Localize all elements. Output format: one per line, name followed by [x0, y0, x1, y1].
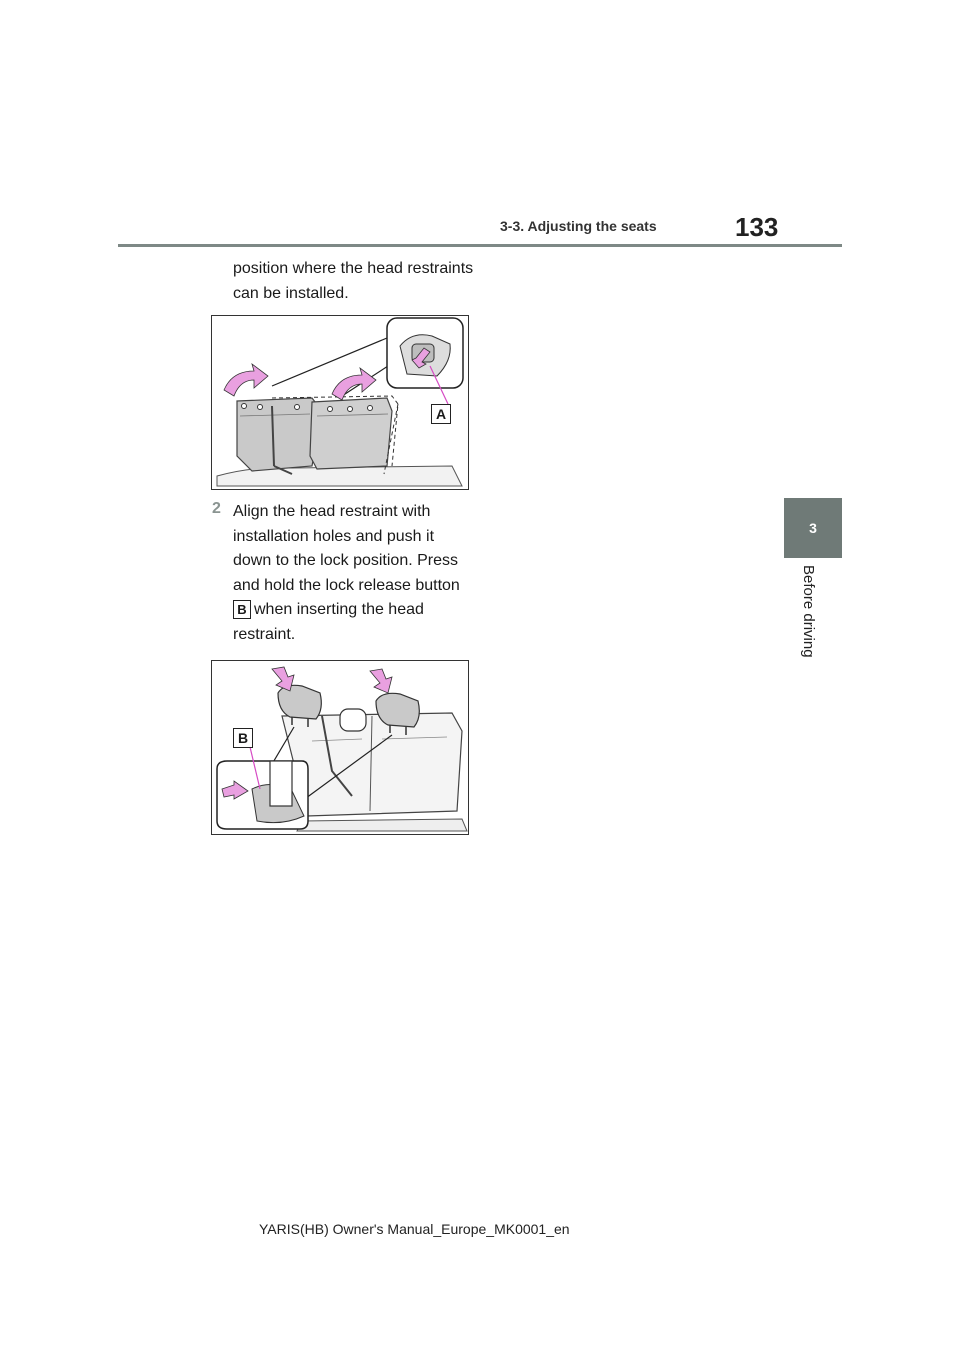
continuation-paragraph: position where the head restraints can be installed.: [233, 260, 474, 302]
section-title: 3-3. Adjusting the seats: [500, 218, 657, 234]
chapter-label: Before driving: [800, 565, 817, 658]
figure-label-b: B: [233, 728, 253, 748]
step-2-text-before: Align the head restraint with installation holes and push it down to the lock position. Press and hold the lock release button: [233, 503, 460, 594]
step-2-text-after: when inserting the head restraint.: [233, 601, 424, 643]
figure-label-a: A: [431, 404, 451, 424]
seatback-illustration: [212, 316, 468, 489]
page-number: 133: [735, 212, 779, 242]
step-number: 2: [212, 500, 221, 517]
step-2-text: [233, 500, 473, 647]
header-divider: [118, 244, 842, 247]
figure-seatback-release: [211, 315, 469, 490]
chapter-number: 3: [809, 520, 817, 536]
chapter-tab[interactable]: [784, 498, 842, 558]
inline-label-b: B: [233, 600, 251, 619]
manual-footer: YARIS(HB) Owner's Manual_Europe_MK0001_en: [259, 1221, 570, 1237]
figure-head-restraint-install: [211, 660, 469, 835]
